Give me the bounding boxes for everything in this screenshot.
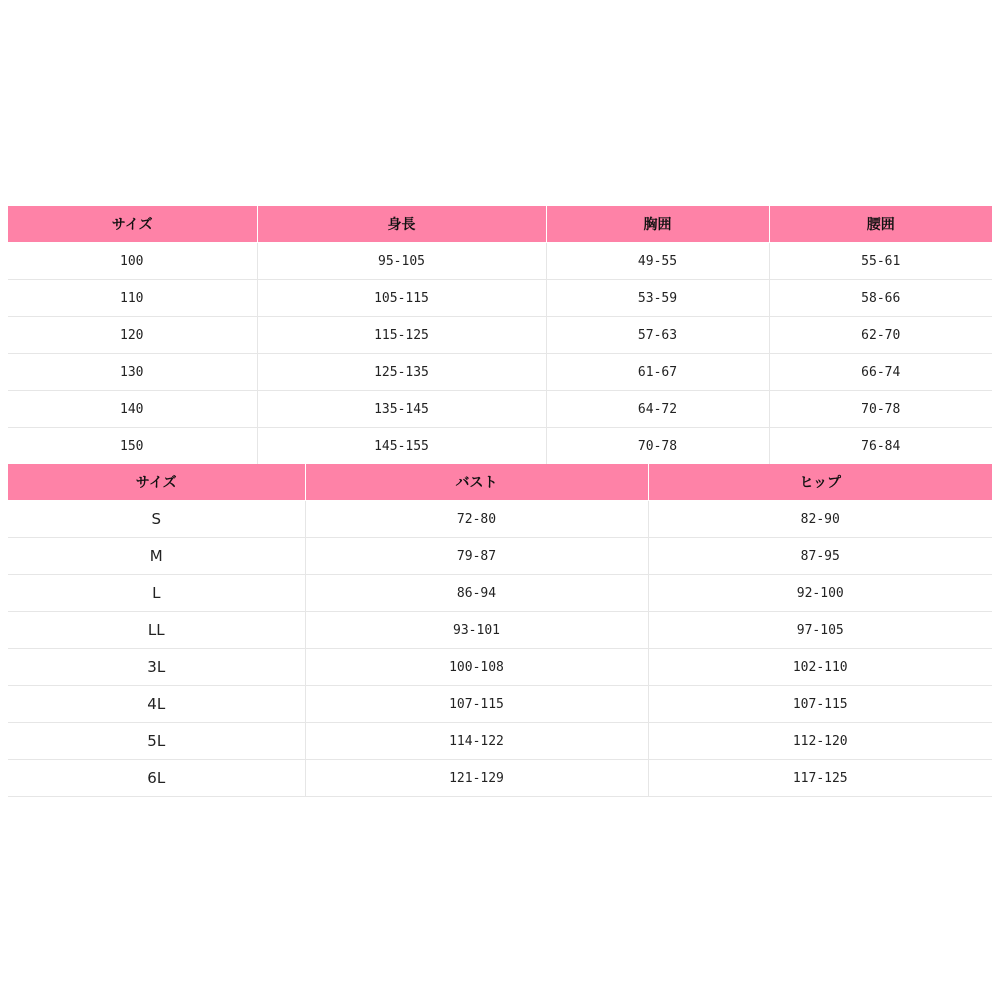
kids-cell-chest: 53-59: [546, 280, 769, 317]
kids-table-header-row: [8, 206, 992, 243]
kids-cell-height: 105-115: [257, 280, 546, 317]
kids-cell-height: 135-145: [257, 391, 546, 428]
table-row: [8, 538, 992, 575]
table-row: [8, 243, 992, 280]
kids-header-waist: 腰囲: [769, 206, 992, 243]
adult-cell-bust: 107-115: [305, 686, 648, 723]
adult-cell-size: 4L: [8, 686, 305, 723]
table-row: [8, 280, 992, 317]
adult-cell-size: L: [8, 575, 305, 612]
adult-cell-hip: 107-115: [648, 686, 992, 723]
kids-cell-size: 110: [8, 280, 257, 317]
kids-cell-height: 115-125: [257, 317, 546, 354]
table-row: [8, 354, 992, 391]
kids-cell-size: 130: [8, 354, 257, 391]
adult-cell-hip: 97-105: [648, 612, 992, 649]
table-row: [8, 649, 992, 686]
adult-cell-hip: 112-120: [648, 723, 992, 760]
kids-cell-waist: 62-70: [769, 317, 992, 354]
kids-cell-size: 140: [8, 391, 257, 428]
adult-cell-size: 5L: [8, 723, 305, 760]
kids-cell-height: 95-105: [257, 243, 546, 280]
kids-cell-waist: 70-78: [769, 391, 992, 428]
adult-size-table: [8, 464, 992, 797]
adult-cell-size: 6L: [8, 760, 305, 797]
kids-cell-chest: 49-55: [546, 243, 769, 280]
adult-cell-bust: 93-101: [305, 612, 648, 649]
table-row: [8, 575, 992, 612]
kids-header-height: 身長: [257, 206, 546, 243]
kids-cell-waist: 55-61: [769, 243, 992, 280]
kids-cell-size: 150: [8, 428, 257, 465]
kids-cell-chest: 64-72: [546, 391, 769, 428]
adult-cell-size: M: [8, 538, 305, 575]
adult-cell-bust: 100-108: [305, 649, 648, 686]
kids-cell-size: 100: [8, 243, 257, 280]
kids-cell-waist: 76-84: [769, 428, 992, 465]
kids-cell-height: 125-135: [257, 354, 546, 391]
adult-cell-hip: 87-95: [648, 538, 992, 575]
table-row: [8, 723, 992, 760]
adult-header-hip: ヒップ: [648, 464, 992, 501]
adult-cell-hip: 92-100: [648, 575, 992, 612]
kids-header-size: サイズ: [8, 206, 257, 243]
adult-cell-size: 3L: [8, 649, 305, 686]
kids-header-chest: 胸囲: [546, 206, 769, 243]
table-row: [8, 686, 992, 723]
adult-cell-bust: 121-129: [305, 760, 648, 797]
adult-header-bust: バスト: [305, 464, 648, 501]
adult-cell-bust: 86-94: [305, 575, 648, 612]
adult-cell-bust: 114-122: [305, 723, 648, 760]
kids-cell-waist: 58-66: [769, 280, 992, 317]
kids-cell-chest: 61-67: [546, 354, 769, 391]
table-row: [8, 391, 992, 428]
kids-cell-chest: 70-78: [546, 428, 769, 465]
kids-cell-chest: 57-63: [546, 317, 769, 354]
kids-size-table: [8, 206, 992, 465]
adult-header-size: サイズ: [8, 464, 305, 501]
adult-cell-bust: 79-87: [305, 538, 648, 575]
table-row: [8, 317, 992, 354]
table-row: [8, 501, 992, 538]
table-row: [8, 612, 992, 649]
adult-cell-size: LL: [8, 612, 305, 649]
adult-table-header-row: [8, 464, 992, 501]
kids-cell-height: 145-155: [257, 428, 546, 465]
table-row: [8, 760, 992, 797]
adult-cell-hip: 117-125: [648, 760, 992, 797]
kids-cell-waist: 66-74: [769, 354, 992, 391]
kids-cell-size: 120: [8, 317, 257, 354]
table-row: [8, 428, 992, 465]
adult-cell-hip: 82-90: [648, 501, 992, 538]
adult-cell-bust: 72-80: [305, 501, 648, 538]
adult-cell-hip: 102-110: [648, 649, 992, 686]
adult-cell-size: S: [8, 501, 305, 538]
